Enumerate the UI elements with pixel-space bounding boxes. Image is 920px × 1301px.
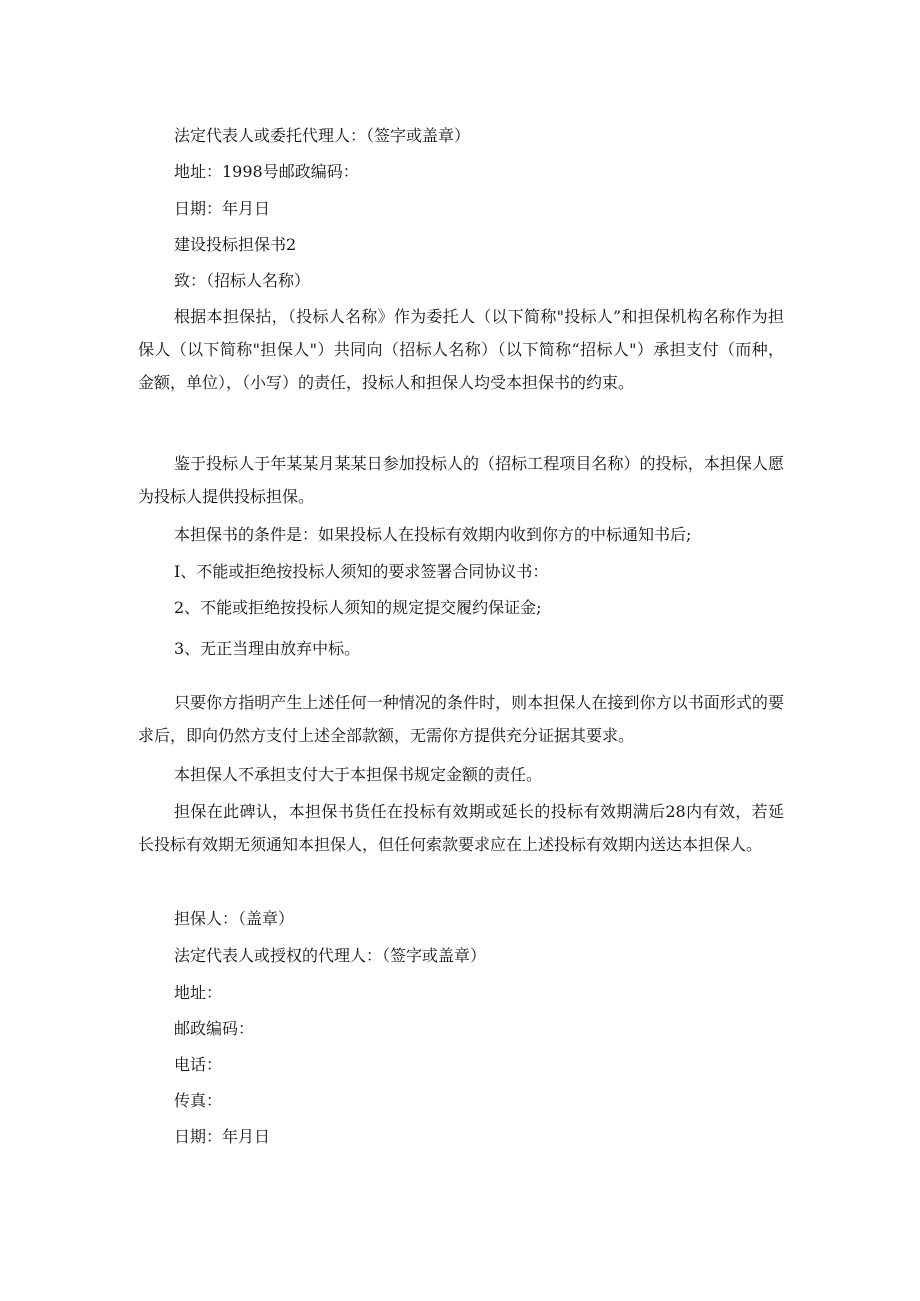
postcode-line: 邮政编码：	[174, 1019, 255, 1038]
condition-3-line: 3、无正当理由放弃中标。	[174, 639, 361, 658]
limit-line: 本担保人不承担支付大于本担保书规定金额的责任。	[174, 765, 543, 784]
intro-paragraph: 根据本担保拈，（投标人名称》作为委托人（以下简称"投标人”和担保机构名称作为担保人（以下简称"担保人"）共同向（招标人名称）（以下简称“招标人"）承担支付（而种，金额，单位），（小写）的责任，投标人和担保人均受本担保书的约束。	[138, 307, 784, 392]
address-line: 地址：	[174, 983, 223, 1002]
phone-line: 电话：	[174, 1055, 223, 1074]
document-title: 建设投标担保书2	[174, 235, 297, 254]
conditions-intro-line: 本担保书的条件是：如果投标人在投标有效期内收到你方的中标通知书后;	[174, 525, 692, 544]
condition-2-line: 2、不能或拒绝按投标人须知的规定提交履约保证金;	[174, 598, 542, 617]
payment-paragraph: 只要你方指明产生上述任何一种情况的条件时，则本担保人在接到你方以书面形式的要求后，即向仍然方支付上述全部款额，无需你方提供充分证据其要求。	[138, 693, 784, 745]
condition-1-line: I、不能或拒绝按投标人须知的要求签署合同协议书：	[174, 562, 549, 581]
date-top-line: 日期：年月日	[174, 199, 271, 218]
whereas-paragraph: 鉴于投标人于年某某月某某日参加投标人的（招标工程项目名称）的投标，本担保人愿为投标人提供投标担保。	[138, 454, 784, 506]
fax-line: 传真：	[174, 1091, 223, 1110]
date-line: 日期：年月日	[174, 1127, 271, 1146]
addressee-line: 致：（招标人名称）	[174, 271, 311, 290]
address-postcode-top-line: 地址：1998号邮政编码：	[174, 162, 359, 181]
legal-rep-line: 法定代表人或授权的代理人：（签字或盖章）	[174, 946, 487, 965]
validity-paragraph: 担保在此碑认，本担保书货任在投标有效期或延长的投标有效期满后28内有效，若延长投标有效期无须通知本担保人，但任何索款要求应在上述投标有效期内送达本担保人。	[138, 802, 784, 854]
guarantor-line: 担保人：（盖章）	[174, 909, 295, 928]
legal-rep-top-line: 法定代表人或委托代理人：（签字或盖章）	[174, 126, 471, 145]
